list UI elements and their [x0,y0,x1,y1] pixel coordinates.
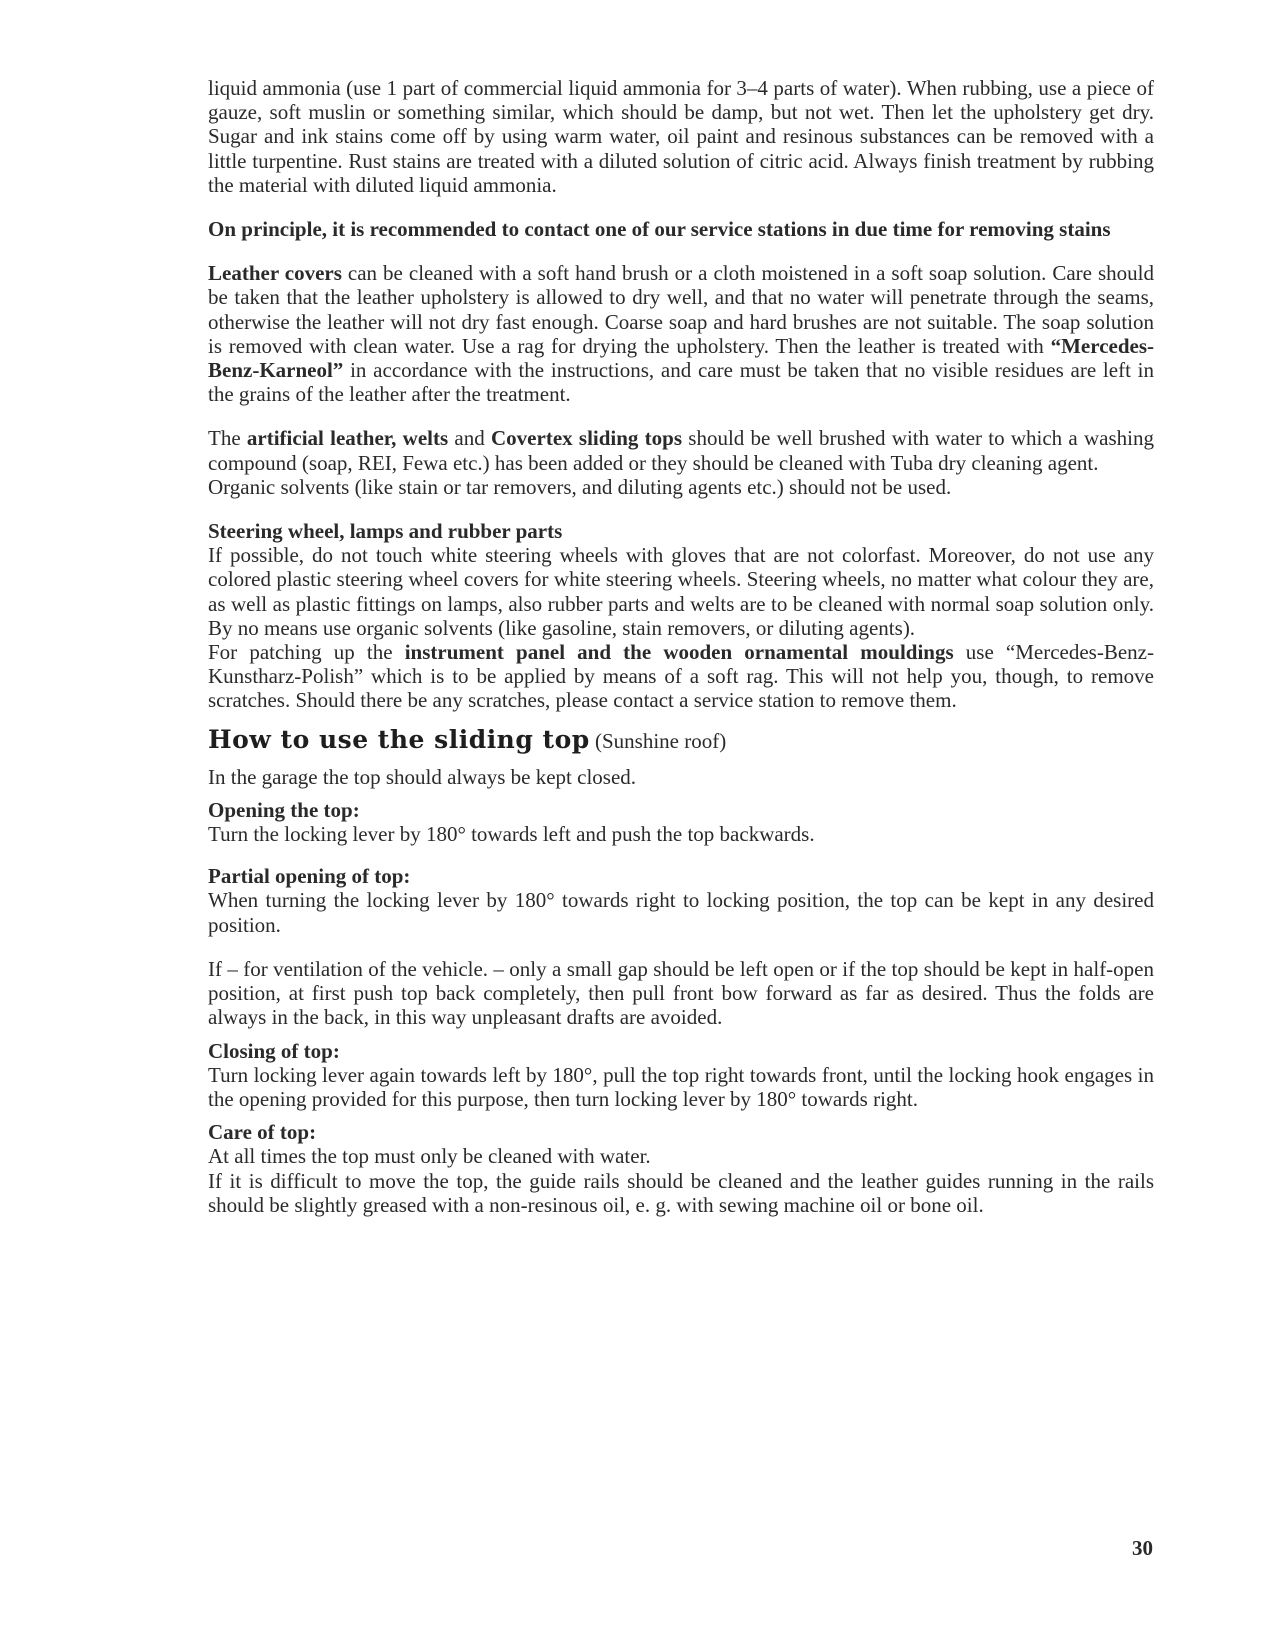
covertex-term: Covertex sliding tops [491,426,683,451]
section-title-sliding-top [208,725,1154,756]
closing-heading: Closing of top: [208,1038,340,1063]
paragraph-opening: Turn the locking lever by 180° towards left and push the top backwards. [208,822,815,847]
leather-covers-term: Leather covers [208,261,342,286]
leather-text-1: can be cleaned with a soft hand brush or a cloth moistened in a soft soap solution. Care should be taken that the leather upholstery is allowed to dry well, and that no water will penetrate through the seams, otherwise the leather will not dry fast enough. Coarse soap and hard brushes are not suitable. The soap solution is removed with clean water. Use a rag for drying the upholstery. Then the leather is treated with [208,261,1154,358]
sliding-top-title: How to use the sliding top [208,724,590,754]
paragraph-artificial-leather [208,426,1154,474]
paragraph-principle-note: On principle, it is recommended to contact one of our service stations in due time for removing stains [208,217,1111,242]
paragraph-steering: If possible, do not touch white steering wheels with gloves that are not colorfast. Moreover, do not use any colored plastic steering wheel covers for white steering wheels. Steering wheels, no matter what colour they are, as well as plastic fittings on lamps, also rubber parts and welts are to be cleaned with normal soap solution only. By no means use organic solvents (like gasoline, stain removers, or diluting agents). [208,543,1154,640]
paragraph-garage: In the garage the top should always be kept closed. [208,764,637,789]
paragraph-closing: Turn locking lever again towards left by 180°, pull the top right towards front, until the locking hook engages in the opening provided for this purpose, then turn locking lever by 180° towards right. [208,1062,1154,1111]
paragraph-leather-covers [208,261,1154,406]
page-body [208,76,1154,1217]
paragraph-organic-solvents: Organic solvents (like stain or tar removers, and diluting agents etc.) should not be used. [208,474,952,499]
page-number: 30 [1132,1536,1153,1560]
artificial-text-2: and [448,426,492,451]
leather-text-2: in accordance with the instructions, and care must be taken that no visible residues are left in the grains of the leather after the treatment. [208,358,1154,407]
steering-heading: Steering wheel, lamps and rubber parts [208,519,563,544]
paragraph-patching [208,640,1154,713]
artificial-text-3: should be well brushed with water to which a washing compound (soap, REI, Fewa etc.) has been added or they should be cleaned with Tuba dry cleaning agent. [208,426,1154,475]
artificial-leather-term: artificial leather, welts [246,426,449,451]
care-heading: Care of top: [208,1120,317,1145]
karneol-product: “Mercedes-Benz-Karneol” [208,333,1154,383]
artificial-text-1: The [208,426,247,451]
paragraph-ammonia: liquid ammonia (use 1 part of commercial liquid ammonia for 3–4 parts of water). When rubbing, use a piece of gauze, soft muslin or something similar, which should be damp, but not wet. Then let the upholstery get dry. Sugar and ink stains come off by using warm water, oil paint and resinous substances can be removed with a little turpentine. Rust stains are treated with a diluted solution of citric acid. Always finish treatment by rubbing the material with diluted liquid ammonia. [208,76,1154,197]
partial-opening-heading: Partial opening of top: [208,864,411,889]
patching-text-2: use “Mercedes-Benz-Kunstharz-Polish” which is to be applied by means of a soft rag. This will not help you, though, to remove scratches. Should there be any scratches, please contact a service station to remove them. [208,640,1154,713]
patching-text-1: For patching up the [208,640,405,665]
opening-heading: Opening the top: [208,797,360,822]
paragraph-care-2: If it is difficult to move the top, the guide rails should be cleaned and the leather guides running in the rails should be slightly greased with a non-resinous oil, e. g. with sewing machine oil or bone oil. [208,1168,1154,1217]
sliding-top-subtitle: (Sunshine roof) [595,728,727,753]
paragraph-ventilation: If – for ventilation of the vehicle. – only a small gap should be left open or if the top should be kept in half-open position, at first push top back completely, then pull front bow forward as far as desired. Thus the folds are always in the back, in this way unpleasant drafts are avoided. [208,956,1154,1030]
instrument-panel-term: instrument panel and the wooden ornamental mouldings [404,640,954,665]
paragraph-care-1: At all times the top must only be cleaned with water. [208,1144,651,1169]
paragraph-partial-opening: When turning the locking lever by 180° towards right to locking position, the top can be kept in any desired position. [208,888,1154,937]
